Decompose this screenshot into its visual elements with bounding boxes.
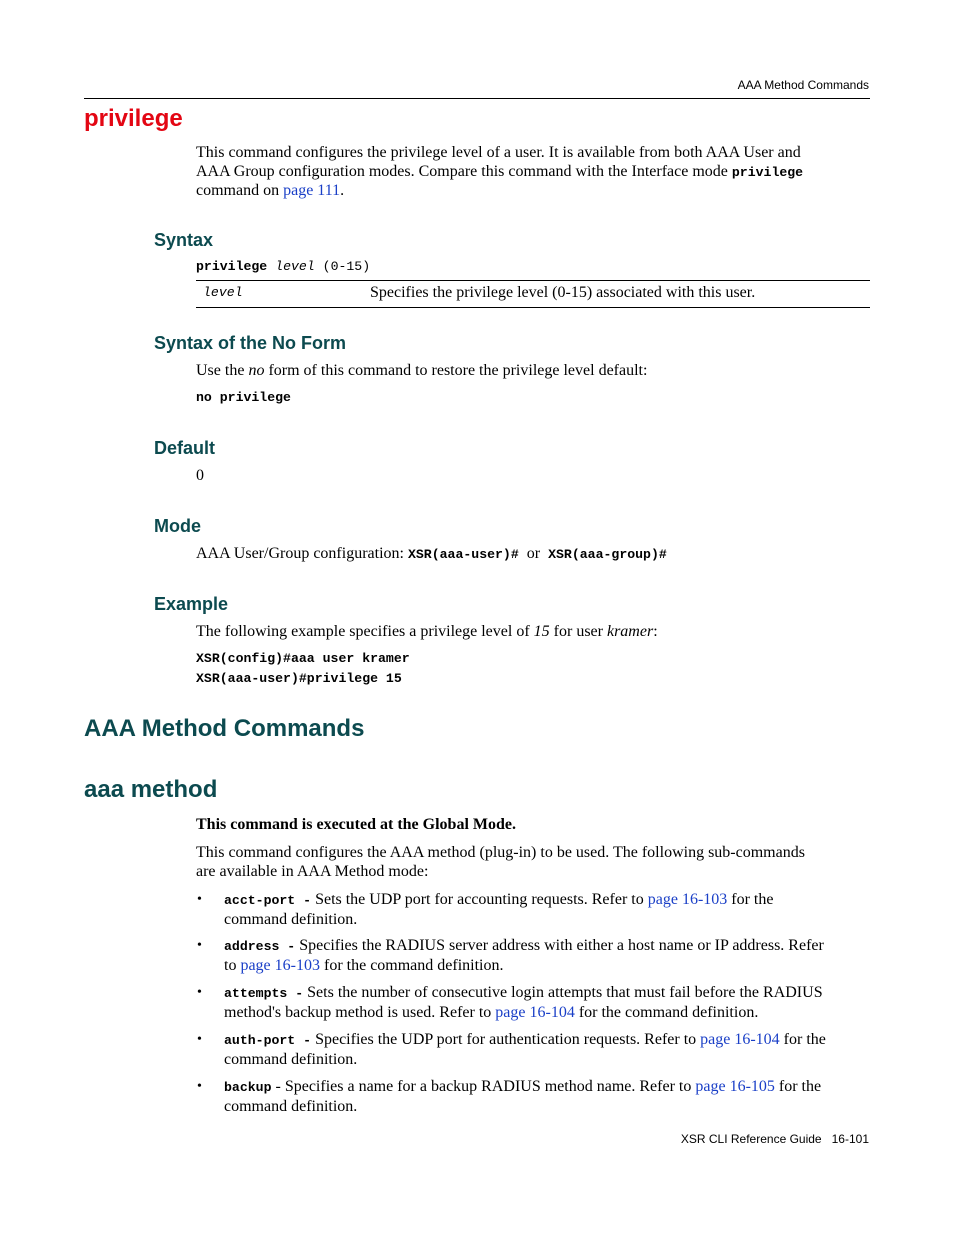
aaa-method-title: aaa method <box>84 776 218 803</box>
list-item-line2: command definition. <box>224 1050 358 1068</box>
page-16-103-link[interactable]: page 16-103 <box>240 956 320 974</box>
list-item-text <box>224 937 884 975</box>
mode-or: or <box>526 545 541 562</box>
bullet-glyph: • <box>197 938 202 953</box>
subcmd-acct-port: acct-port - <box>224 893 312 908</box>
example-level: 15 <box>533 623 550 640</box>
intro-inline-code: privilege <box>731 164 804 180</box>
intro-line2-text: AAA Group configuration modes. Compare this command with the Interface mode <box>196 162 732 180</box>
example-pre: The following example specifies a privilege level of <box>196 623 534 640</box>
subcmd-address: address - <box>224 939 296 954</box>
list-item-text <box>224 1078 884 1116</box>
bullet-glyph: • <box>197 1032 202 1047</box>
example-text <box>196 623 658 642</box>
syntax-cmd: privilege <box>196 259 268 274</box>
list-item-text <box>224 984 884 1022</box>
intro-line2 <box>196 163 876 183</box>
list-item-desc-end: for the <box>774 1078 822 1095</box>
no-form-text <box>196 362 647 381</box>
page-footer <box>681 1132 869 1146</box>
header-rule <box>84 98 870 99</box>
list-item-desc-end: for the <box>779 1031 826 1048</box>
aaa-intro-line2: are available in AAA Method mode: <box>196 862 429 880</box>
list-item-line2-post: for the command definition. <box>574 1003 759 1021</box>
default-heading: Default <box>154 438 216 458</box>
list-item-line2: command definition. <box>224 910 358 928</box>
example-mid: for user <box>549 623 607 640</box>
intro-line3-end: . <box>340 182 345 199</box>
mode-code-user: XSR(aaa-user)# <box>407 547 519 562</box>
privilege-title: privilege <box>84 105 183 132</box>
bullet-glyph: • <box>197 985 202 1000</box>
aaa-intro-line1: This command configures the AAA method (plug-in) to be used. The following sub-commands <box>196 844 805 861</box>
subcmd-auth-port: auth-port - <box>224 1033 312 1048</box>
bullet-glyph: • <box>197 892 202 907</box>
page-111-link[interactable]: page 111 <box>283 182 341 199</box>
list-item-desc: Specifies the UDP port for authentication requests. Refer to <box>311 1031 701 1048</box>
parameter-table <box>196 280 870 308</box>
no-form-pre: Use the <box>196 362 249 379</box>
global-mode-note: This command is executed at the Global Mode. <box>196 816 516 833</box>
list-item-text <box>224 891 874 929</box>
page-16-104-link[interactable]: page 16-104 <box>495 1003 575 1021</box>
privilege-intro <box>196 144 876 201</box>
list-item-desc-end: for the <box>727 891 774 908</box>
syntax-line <box>196 259 370 274</box>
list-item-line2-pre: method's backup method is used. Refer to <box>224 1003 496 1021</box>
example-post: : <box>653 623 658 640</box>
syntax-param: level <box>275 259 315 274</box>
example-heading: Example <box>154 594 229 614</box>
intro-line1: This command configures the privilege level of a user. It is available from both AAA User and <box>196 144 801 161</box>
example-user: kramer <box>606 623 654 640</box>
no-form-post: form of this command to restore the privilege level default: <box>264 362 648 379</box>
syntax-heading: Syntax <box>154 230 214 250</box>
mode-code-group: XSR(aaa-group)# <box>548 547 667 562</box>
default-value: 0 <box>196 467 204 484</box>
footer-page-number: 16-101 <box>831 1132 869 1146</box>
mode-label: AAA User/Group configuration: <box>196 545 408 562</box>
list-item-text <box>224 1031 884 1069</box>
no-form-heading: Syntax of the No Form <box>154 333 347 353</box>
subcmd-attempts: attempts - <box>224 986 304 1001</box>
table-desc: Specifies the privilege level (0-15) associated with this user. <box>370 284 756 301</box>
subcmd-backup: backup <box>224 1080 272 1095</box>
list-item-desc: Sets the UDP port for accounting requests. Refer to <box>311 891 648 908</box>
list-item-line2-post: for the command definition. <box>319 956 504 974</box>
list-item-desc: Sets the number of consecutive login attempts that must fail before the RADIUS <box>303 984 823 1001</box>
mode-text <box>196 545 667 565</box>
list-item-line2: command definition. <box>224 1097 358 1115</box>
syntax-range: (0-15) <box>322 259 371 274</box>
example-line-2: XSR(aaa-user)#privilege 15 <box>196 671 402 686</box>
running-head: AAA Method Commands <box>737 78 869 92</box>
list-item-desc: Specifies the RADIUS server address with either a host name or IP address. Refer <box>295 937 824 954</box>
no-form-italic: no <box>248 362 265 379</box>
list-item-line2-pre: to <box>224 956 241 974</box>
no-form-cmd: no privilege <box>196 390 291 405</box>
aaa-method-intro <box>196 844 876 881</box>
page-16-103-link[interactable]: page 16-103 <box>647 891 728 908</box>
page-16-104-link[interactable]: page 16-104 <box>700 1031 780 1048</box>
page-16-105-link[interactable]: page 16-105 <box>695 1078 775 1095</box>
table-param: level <box>203 285 243 300</box>
footer-guide-title: XSR CLI Reference Guide <box>680 1132 822 1146</box>
list-item-desc: - Specifies a name for a backup RADIUS method name. Refer to <box>271 1078 696 1095</box>
intro-line3-text: command on <box>196 182 284 199</box>
bullet-glyph: • <box>197 1079 202 1094</box>
mode-heading: Mode <box>154 516 201 536</box>
section-title: AAA Method Commands <box>84 715 365 742</box>
intro-line3 <box>196 182 876 201</box>
example-line-1: XSR(config)#aaa user kramer <box>196 651 410 666</box>
